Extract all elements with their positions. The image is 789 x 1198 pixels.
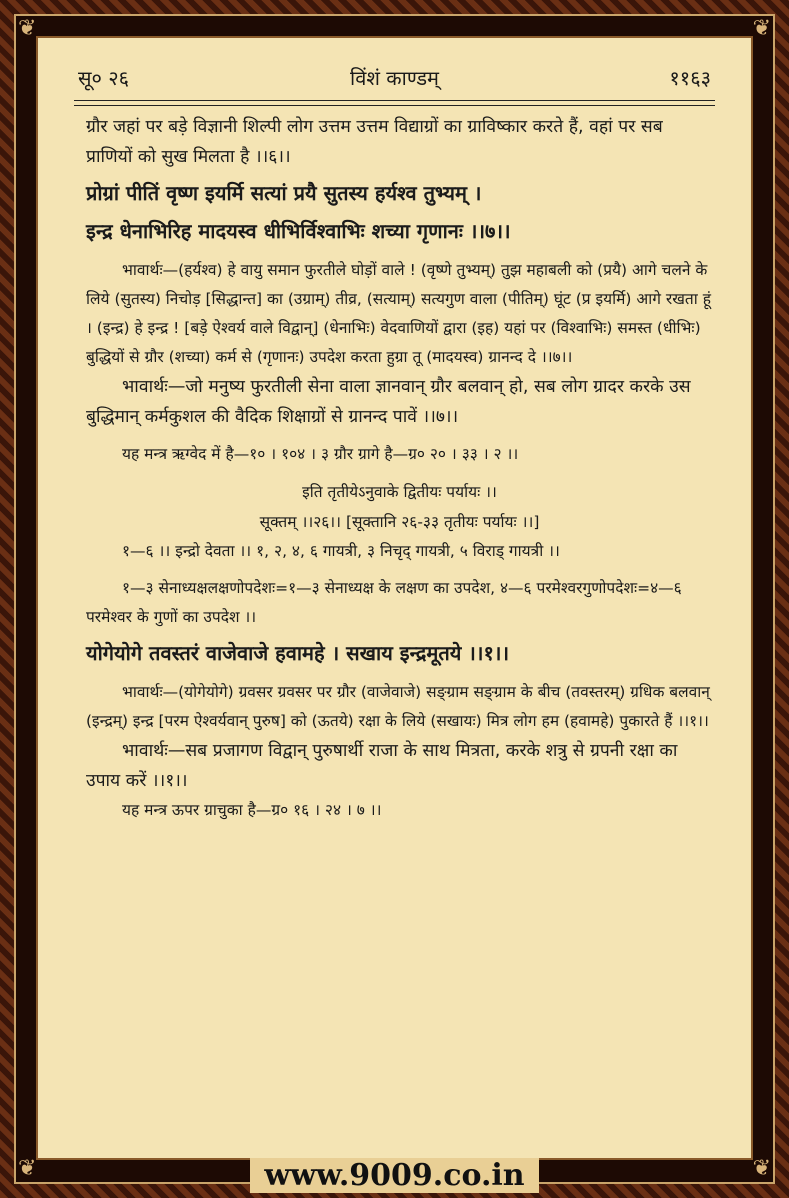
devata-chhanda-line: १—६ ।। इन्द्रो देवता ।। १, २, ४, ६ गायत्री, ३ निचृद् गायत्री, ५ विराड् गायत्री ।। [122,542,560,560]
paragraph-verse6-end: ग्रौर जहां पर बड़े विज्ञानी शिल्पी लोग उत्तम उत्तम विद्याग्रों का ग्राविष्कार करते हैं, वहां पर सब प्राणियों को सुख मिलता है ।।६।। [86,117,663,167]
spacer [86,566,713,574]
reference-earlier: यह मन्त्र ऊपर ग्राचुका है—ग्र० १६ । २४ । ७ ।। [122,801,382,819]
page-number: ११६३ [669,66,711,90]
spacer [86,670,713,678]
upadesha-line: १—३ सेनाध्यक्षलक्षणोपदेशः=१—३ सेनाध्यक्ष के लक्षण का उपदेश, ४—६ परमेश्वरगुणोपदेशः=४—६ परमेश्वर के गुणों का उपदेश ।। [86,579,682,626]
sukta-number: सू० २६ [78,66,130,90]
spacer [86,469,713,477]
bhavartha-word-meaning-7: भावार्थः—(हर्यश्व) हे वायु समान फुरतीले घोड़ों वाले ! (वृष्णे तुभ्यम्) तुझ महाबली को (प्रयै) आगे चलने के लिये (सुतस्य) निचोड़ [सिद्धान्त] का (उग्राम्) तीव्र, (सत्याम्) सत्यगुण वाला (पीतिम्) घूंट (प्र इयर्मि) आगे रखता हूं । (इन्द्र) हे इन्द्र ! [बड़े ऐश्वर्य वाले विद्वान्] (धेनाभिः) वेदवाणियों द्वारा (इह) यहां पर (विश्वाभिः) समस्त (धीभिः) बुद्धियों से ग्रौर (शच्या) कर्म से (गृणानः) उपदेश करता हुग्रा तू (मादयस्व) ग्रानन्द दे ।।७।। [86,261,711,366]
website-url: www.9009.co.in [250,1158,538,1193]
mantra1: योगेयोगे तवस्तरं वाजेवाजे हवामहे । सखाय इन्द्रमूतये ।।१।। [86,641,510,665]
page-header [78,64,711,94]
scanned-page [36,36,753,1160]
mantra7-line1: प्रोग्रां पीतिं वृष्ण इयर्मि सत्यां प्रयै सुतस्य हर्यश्व तुभ्यम् । [86,181,482,205]
sukta-title: सूक्तम् ।।२६।। [सूक्तानि २६-३३ तृतीयः पर्यायः ।।] [259,513,540,531]
reference-rigveda: यह मन्त्र ऋग्वेद में है—१० । १०४ । ३ ग्रौर ग्रागे है—ग्र० २० । ३३ । २ ।। [122,445,519,463]
page-body [86,112,713,825]
corner-ornament-top-left: ❦ [18,16,37,41]
spacer [86,248,713,256]
colophon-line: इति तृतीयेऽनुवाके द्वितीयः पर्यायः ।। [302,483,497,501]
bhavartha-summary-7: भावार्थः—जो मनुष्य फुरतीली सेना वाला ज्ञानवान् ग्रौर बलवान् हो, सब लोग ग्रादर करके उस बुद्धिमान् कर्मकुशल की वैदिक शिक्षाग्रों से ग्रानन्द पावें ।।७।। [86,377,691,427]
mantra7-line2: इन्द्र धेनाभिरिह मादयस्व धीभिर्विश्वाभिः शच्या गृणानः ।।७।। [86,219,511,243]
kanda-title: विंशं काण्डम् [350,66,439,90]
corner-ornament-top-right: ❦ [752,16,771,41]
bhavartha-word-meaning-1: भावार्थः—(योगेयोगे) ग्रवसर ग्रवसर पर ग्रौर (वाजेवाजे) सङ्ग्राम सङ्ग्राम के बीच (तवस्तरम्) ग्रधिक बलवान् (इन्द्रम्) इन्द्र [परम ऐश्वर्यवान् पुरुष] को (ऊतये) रक्षा के लिये (सखायः) मित्र लोग हम (हवामहे) पुकारते हैं ।।१।। [86,683,710,730]
corner-ornament-bottom-left: ❦ [18,1156,37,1181]
bhavartha-summary-1: भावार्थः—सब प्रजागण विद्वान् पुरुषार्थी राजा के साथ मित्रता, करके शत्रु से ग्रपनी रक्षा का उपाय करें ।।१।। [86,741,678,791]
corner-ornament-bottom-right: ❦ [752,1156,771,1181]
spacer [86,432,713,440]
header-rule [74,100,715,106]
website-watermark [0,1158,789,1192]
